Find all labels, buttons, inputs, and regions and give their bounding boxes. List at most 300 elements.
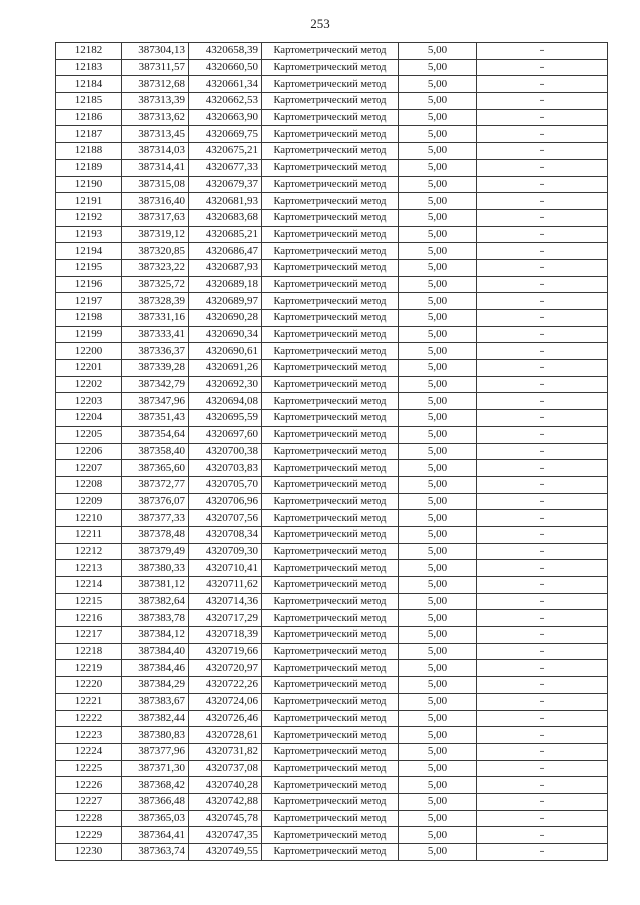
x-coordinate-cell: 387377,33 <box>122 510 189 527</box>
point-number-cell: 12218 <box>56 643 122 660</box>
y-coordinate-cell: 4320717,29 <box>189 610 262 627</box>
method-cell: Картометрический метод <box>262 743 399 760</box>
y-coordinate-cell: 4320690,28 <box>189 310 262 327</box>
x-coordinate-cell: 387314,41 <box>122 159 189 176</box>
method-cell: Картометрический метод <box>262 560 399 577</box>
x-coordinate-cell: 387333,41 <box>122 326 189 343</box>
accuracy-cell: 5,00 <box>399 844 477 861</box>
point-number-cell: 12223 <box>56 727 122 744</box>
point-number-cell: 12205 <box>56 426 122 443</box>
x-coordinate-cell: 387311,57 <box>122 59 189 76</box>
method-cell: Картометрический метод <box>262 376 399 393</box>
accuracy-cell: 5,00 <box>399 209 477 226</box>
accuracy-cell: 5,00 <box>399 310 477 327</box>
accuracy-cell: 5,00 <box>399 493 477 510</box>
point-number-cell: 12214 <box>56 577 122 594</box>
note-cell: – <box>477 793 608 810</box>
x-coordinate-cell: 387320,85 <box>122 243 189 260</box>
y-coordinate-cell: 4320706,96 <box>189 493 262 510</box>
table-row <box>56 560 608 577</box>
point-number-cell: 12225 <box>56 760 122 777</box>
note-cell: – <box>477 393 608 410</box>
note-cell: – <box>477 610 608 627</box>
table-row <box>56 760 608 777</box>
point-number-cell: 12194 <box>56 243 122 260</box>
x-coordinate-cell: 387368,42 <box>122 777 189 794</box>
x-coordinate-cell: 387331,16 <box>122 310 189 327</box>
point-number-cell: 12201 <box>56 360 122 377</box>
point-number-cell: 12197 <box>56 293 122 310</box>
note-cell: – <box>477 493 608 510</box>
x-coordinate-cell: 387384,12 <box>122 627 189 644</box>
y-coordinate-cell: 4320690,34 <box>189 326 262 343</box>
note-cell: – <box>477 276 608 293</box>
point-number-cell: 12220 <box>56 677 122 694</box>
table-row <box>56 660 608 677</box>
note-cell: – <box>477 326 608 343</box>
accuracy-cell: 5,00 <box>399 326 477 343</box>
point-number-cell: 12224 <box>56 743 122 760</box>
y-coordinate-cell: 4320731,82 <box>189 743 262 760</box>
y-coordinate-cell: 4320692,30 <box>189 376 262 393</box>
x-coordinate-cell: 387315,08 <box>122 176 189 193</box>
table-row <box>56 276 608 293</box>
accuracy-cell: 5,00 <box>399 393 477 410</box>
x-coordinate-cell: 387323,22 <box>122 259 189 276</box>
y-coordinate-cell: 4320711,62 <box>189 577 262 594</box>
method-cell: Картометрический метод <box>262 93 399 110</box>
method-cell: Картометрический метод <box>262 209 399 226</box>
table-row <box>56 159 608 176</box>
y-coordinate-cell: 4320718,39 <box>189 627 262 644</box>
point-number-cell: 12199 <box>56 326 122 343</box>
method-cell: Картометрический метод <box>262 610 399 627</box>
x-coordinate-cell: 387378,48 <box>122 526 189 543</box>
accuracy-cell: 5,00 <box>399 777 477 794</box>
x-coordinate-cell: 387380,83 <box>122 727 189 744</box>
accuracy-cell: 5,00 <box>399 543 477 560</box>
note-cell: – <box>477 827 608 844</box>
note-cell: – <box>477 193 608 210</box>
y-coordinate-cell: 4320679,37 <box>189 176 262 193</box>
accuracy-cell: 5,00 <box>399 693 477 710</box>
point-number-cell: 12217 <box>56 627 122 644</box>
method-cell: Картометрический метод <box>262 343 399 360</box>
accuracy-cell: 5,00 <box>399 193 477 210</box>
table-row <box>56 793 608 810</box>
y-coordinate-cell: 4320690,61 <box>189 343 262 360</box>
x-coordinate-cell: 387364,41 <box>122 827 189 844</box>
x-coordinate-cell: 387365,60 <box>122 460 189 477</box>
point-number-cell: 12213 <box>56 560 122 577</box>
page-number: 253 <box>310 16 330 31</box>
table-row <box>56 577 608 594</box>
point-number-cell: 12203 <box>56 393 122 410</box>
method-cell: Картометрический метод <box>262 593 399 610</box>
method-cell: Картометрический метод <box>262 176 399 193</box>
method-cell: Картометрический метод <box>262 727 399 744</box>
method-cell: Картометрический метод <box>262 660 399 677</box>
y-coordinate-cell: 4320691,26 <box>189 360 262 377</box>
x-coordinate-cell: 387363,74 <box>122 844 189 861</box>
x-coordinate-cell: 387365,03 <box>122 810 189 827</box>
accuracy-cell: 5,00 <box>399 410 477 427</box>
note-cell: – <box>477 476 608 493</box>
y-coordinate-cell: 4320687,93 <box>189 259 262 276</box>
note-cell: – <box>477 660 608 677</box>
x-coordinate-cell: 387383,67 <box>122 693 189 710</box>
note-cell: – <box>477 693 608 710</box>
table-row <box>56 460 608 477</box>
table-row <box>56 259 608 276</box>
point-number-cell: 12216 <box>56 610 122 627</box>
x-coordinate-cell: 387304,13 <box>122 43 189 60</box>
method-cell: Картометрический метод <box>262 793 399 810</box>
note-cell: – <box>477 259 608 276</box>
coordinates-table <box>55 42 608 861</box>
method-cell: Картометрический метод <box>262 460 399 477</box>
method-cell: Картометрический метод <box>262 577 399 594</box>
x-coordinate-cell: 387339,28 <box>122 360 189 377</box>
table-row <box>56 143 608 160</box>
table-row <box>56 827 608 844</box>
note-cell: – <box>477 577 608 594</box>
y-coordinate-cell: 4320662,53 <box>189 93 262 110</box>
method-cell: Картометрический метод <box>262 710 399 727</box>
x-coordinate-cell: 387384,40 <box>122 643 189 660</box>
y-coordinate-cell: 4320709,30 <box>189 543 262 560</box>
note-cell: – <box>477 59 608 76</box>
point-number-cell: 12182 <box>56 43 122 60</box>
note-cell: – <box>477 226 608 243</box>
accuracy-cell: 5,00 <box>399 760 477 777</box>
y-coordinate-cell: 4320747,35 <box>189 827 262 844</box>
x-coordinate-cell: 387325,72 <box>122 276 189 293</box>
note-cell: – <box>477 376 608 393</box>
method-cell: Картометрический метод <box>262 627 399 644</box>
table-row <box>56 76 608 93</box>
method-cell: Картометрический метод <box>262 360 399 377</box>
accuracy-cell: 5,00 <box>399 627 477 644</box>
table-row <box>56 710 608 727</box>
note-cell: – <box>477 760 608 777</box>
y-coordinate-cell: 4320749,55 <box>189 844 262 861</box>
accuracy-cell: 5,00 <box>399 727 477 744</box>
note-cell: – <box>477 209 608 226</box>
point-number-cell: 12186 <box>56 109 122 126</box>
x-coordinate-cell: 387382,64 <box>122 593 189 610</box>
method-cell: Картометрический метод <box>262 493 399 510</box>
note-cell: – <box>477 543 608 560</box>
x-coordinate-cell: 387376,07 <box>122 493 189 510</box>
accuracy-cell: 5,00 <box>399 93 477 110</box>
note-cell: – <box>477 810 608 827</box>
point-number-cell: 12193 <box>56 226 122 243</box>
x-coordinate-cell: 387384,29 <box>122 677 189 694</box>
table-row <box>56 310 608 327</box>
accuracy-cell: 5,00 <box>399 476 477 493</box>
x-coordinate-cell: 387342,79 <box>122 376 189 393</box>
x-coordinate-cell: 387382,44 <box>122 710 189 727</box>
x-coordinate-cell: 387313,45 <box>122 126 189 143</box>
note-cell: – <box>477 643 608 660</box>
note-cell: – <box>477 343 608 360</box>
accuracy-cell: 5,00 <box>399 510 477 527</box>
note-cell: – <box>477 710 608 727</box>
table-row <box>56 844 608 861</box>
table-row <box>56 426 608 443</box>
x-coordinate-cell: 387384,46 <box>122 660 189 677</box>
point-number-cell: 12207 <box>56 460 122 477</box>
y-coordinate-cell: 4320737,08 <box>189 760 262 777</box>
accuracy-cell: 5,00 <box>399 276 477 293</box>
note-cell: – <box>477 93 608 110</box>
point-number-cell: 12209 <box>56 493 122 510</box>
table-row <box>56 393 608 410</box>
x-coordinate-cell: 387314,03 <box>122 143 189 160</box>
y-coordinate-cell: 4320707,56 <box>189 510 262 527</box>
method-cell: Картометрический метод <box>262 59 399 76</box>
table-row <box>56 226 608 243</box>
table-row <box>56 693 608 710</box>
table-row <box>56 593 608 610</box>
note-cell: – <box>477 627 608 644</box>
table-row <box>56 126 608 143</box>
accuracy-cell: 5,00 <box>399 677 477 694</box>
method-cell: Картометрический метод <box>262 643 399 660</box>
point-number-cell: 12210 <box>56 510 122 527</box>
note-cell: – <box>477 443 608 460</box>
method-cell: Картометрический метод <box>262 326 399 343</box>
accuracy-cell: 5,00 <box>399 226 477 243</box>
y-coordinate-cell: 4320700,38 <box>189 443 262 460</box>
table-row <box>56 109 608 126</box>
accuracy-cell: 5,00 <box>399 343 477 360</box>
x-coordinate-cell: 387313,39 <box>122 93 189 110</box>
accuracy-cell: 5,00 <box>399 810 477 827</box>
point-number-cell: 12184 <box>56 76 122 93</box>
note-cell: – <box>477 126 608 143</box>
method-cell: Картометрический метод <box>262 410 399 427</box>
accuracy-cell: 5,00 <box>399 126 477 143</box>
x-coordinate-cell: 387366,48 <box>122 793 189 810</box>
accuracy-cell: 5,00 <box>399 143 477 160</box>
point-number-cell: 12200 <box>56 343 122 360</box>
x-coordinate-cell: 387319,12 <box>122 226 189 243</box>
y-coordinate-cell: 4320689,18 <box>189 276 262 293</box>
table-row <box>56 43 608 60</box>
x-coordinate-cell: 387336,37 <box>122 343 189 360</box>
point-number-cell: 12221 <box>56 693 122 710</box>
method-cell: Картометрический метод <box>262 159 399 176</box>
table-row <box>56 727 608 744</box>
method-cell: Картометрический метод <box>262 543 399 560</box>
table-row <box>56 643 608 660</box>
accuracy-cell: 5,00 <box>399 59 477 76</box>
coordinates-table-body <box>56 43 608 861</box>
y-coordinate-cell: 4320660,50 <box>189 59 262 76</box>
table-row <box>56 243 608 260</box>
accuracy-cell: 5,00 <box>399 293 477 310</box>
y-coordinate-cell: 4320658,39 <box>189 43 262 60</box>
point-number-cell: 12208 <box>56 476 122 493</box>
x-coordinate-cell: 387377,96 <box>122 743 189 760</box>
note-cell: – <box>477 76 608 93</box>
accuracy-cell: 5,00 <box>399 526 477 543</box>
method-cell: Картометрический метод <box>262 293 399 310</box>
accuracy-cell: 5,00 <box>399 426 477 443</box>
accuracy-cell: 5,00 <box>399 577 477 594</box>
accuracy-cell: 5,00 <box>399 560 477 577</box>
x-coordinate-cell: 387358,40 <box>122 443 189 460</box>
method-cell: Картометрический метод <box>262 310 399 327</box>
y-coordinate-cell: 4320720,97 <box>189 660 262 677</box>
point-number-cell: 12212 <box>56 543 122 560</box>
method-cell: Картометрический метод <box>262 693 399 710</box>
y-coordinate-cell: 4320694,08 <box>189 393 262 410</box>
point-number-cell: 12211 <box>56 526 122 543</box>
accuracy-cell: 5,00 <box>399 793 477 810</box>
method-cell: Картометрический метод <box>262 259 399 276</box>
y-coordinate-cell: 4320675,21 <box>189 143 262 160</box>
accuracy-cell: 5,00 <box>399 593 477 610</box>
y-coordinate-cell: 4320669,75 <box>189 126 262 143</box>
accuracy-cell: 5,00 <box>399 43 477 60</box>
point-number-cell: 12222 <box>56 710 122 727</box>
note-cell: – <box>477 777 608 794</box>
method-cell: Картометрический метод <box>262 777 399 794</box>
method-cell: Картометрический метод <box>262 126 399 143</box>
point-number-cell: 12189 <box>56 159 122 176</box>
point-number-cell: 12183 <box>56 59 122 76</box>
point-number-cell: 12228 <box>56 810 122 827</box>
table-row <box>56 293 608 310</box>
y-coordinate-cell: 4320686,47 <box>189 243 262 260</box>
method-cell: Картометрический метод <box>262 443 399 460</box>
method-cell: Картометрический метод <box>262 526 399 543</box>
x-coordinate-cell: 387372,77 <box>122 476 189 493</box>
point-number-cell: 12219 <box>56 660 122 677</box>
y-coordinate-cell: 4320703,83 <box>189 460 262 477</box>
x-coordinate-cell: 387383,78 <box>122 610 189 627</box>
accuracy-cell: 5,00 <box>399 660 477 677</box>
note-cell: – <box>477 677 608 694</box>
y-coordinate-cell: 4320663,90 <box>189 109 262 126</box>
y-coordinate-cell: 4320742,88 <box>189 793 262 810</box>
x-coordinate-cell: 387313,62 <box>122 109 189 126</box>
method-cell: Картометрический метод <box>262 226 399 243</box>
table-row <box>56 360 608 377</box>
table-row <box>56 810 608 827</box>
table-row <box>56 743 608 760</box>
method-cell: Картометрический метод <box>262 243 399 260</box>
point-number-cell: 12198 <box>56 310 122 327</box>
method-cell: Картометрический метод <box>262 143 399 160</box>
accuracy-cell: 5,00 <box>399 259 477 276</box>
y-coordinate-cell: 4320714,36 <box>189 593 262 610</box>
method-cell: Картометрический метод <box>262 677 399 694</box>
note-cell: – <box>477 560 608 577</box>
x-coordinate-cell: 387354,64 <box>122 426 189 443</box>
point-number-cell: 12195 <box>56 259 122 276</box>
method-cell: Картометрический метод <box>262 510 399 527</box>
accuracy-cell: 5,00 <box>399 76 477 93</box>
accuracy-cell: 5,00 <box>399 610 477 627</box>
note-cell: – <box>477 743 608 760</box>
x-coordinate-cell: 387351,43 <box>122 410 189 427</box>
y-coordinate-cell: 4320724,06 <box>189 693 262 710</box>
y-coordinate-cell: 4320745,78 <box>189 810 262 827</box>
method-cell: Картометрический метод <box>262 393 399 410</box>
table-row <box>56 677 608 694</box>
y-coordinate-cell: 4320710,41 <box>189 560 262 577</box>
point-number-cell: 12187 <box>56 126 122 143</box>
x-coordinate-cell: 387381,12 <box>122 577 189 594</box>
accuracy-cell: 5,00 <box>399 243 477 260</box>
point-number-cell: 12202 <box>56 376 122 393</box>
point-number-cell: 12204 <box>56 410 122 427</box>
accuracy-cell: 5,00 <box>399 643 477 660</box>
method-cell: Картометрический метод <box>262 276 399 293</box>
table-row <box>56 93 608 110</box>
point-number-cell: 12229 <box>56 827 122 844</box>
note-cell: – <box>477 844 608 861</box>
table-row <box>56 493 608 510</box>
method-cell: Картометрический метод <box>262 109 399 126</box>
y-coordinate-cell: 4320705,70 <box>189 476 262 493</box>
table-row <box>56 343 608 360</box>
y-coordinate-cell: 4320695,59 <box>189 410 262 427</box>
x-coordinate-cell: 387317,63 <box>122 209 189 226</box>
y-coordinate-cell: 4320689,97 <box>189 293 262 310</box>
x-coordinate-cell: 387347,96 <box>122 393 189 410</box>
point-number-cell: 12188 <box>56 143 122 160</box>
y-coordinate-cell: 4320681,93 <box>189 193 262 210</box>
x-coordinate-cell: 387316,40 <box>122 193 189 210</box>
method-cell: Картометрический метод <box>262 810 399 827</box>
note-cell: – <box>477 159 608 176</box>
point-number-cell: 12196 <box>56 276 122 293</box>
point-number-cell: 12206 <box>56 443 122 460</box>
note-cell: – <box>477 526 608 543</box>
method-cell: Картометрический метод <box>262 43 399 60</box>
note-cell: – <box>477 593 608 610</box>
x-coordinate-cell: 387312,68 <box>122 76 189 93</box>
accuracy-cell: 5,00 <box>399 443 477 460</box>
table-row <box>56 410 608 427</box>
note-cell: – <box>477 360 608 377</box>
accuracy-cell: 5,00 <box>399 360 477 377</box>
x-coordinate-cell: 387380,33 <box>122 560 189 577</box>
accuracy-cell: 5,00 <box>399 743 477 760</box>
table-row <box>56 326 608 343</box>
table-row <box>56 209 608 226</box>
table-row <box>56 610 608 627</box>
y-coordinate-cell: 4320677,33 <box>189 159 262 176</box>
point-number-cell: 12226 <box>56 777 122 794</box>
note-cell: – <box>477 243 608 260</box>
accuracy-cell: 5,00 <box>399 159 477 176</box>
method-cell: Картометрический метод <box>262 193 399 210</box>
table-row <box>56 627 608 644</box>
accuracy-cell: 5,00 <box>399 376 477 393</box>
table-row <box>56 526 608 543</box>
accuracy-cell: 5,00 <box>399 460 477 477</box>
table-row <box>56 443 608 460</box>
note-cell: – <box>477 310 608 327</box>
x-coordinate-cell: 387328,39 <box>122 293 189 310</box>
y-coordinate-cell: 4320683,68 <box>189 209 262 226</box>
